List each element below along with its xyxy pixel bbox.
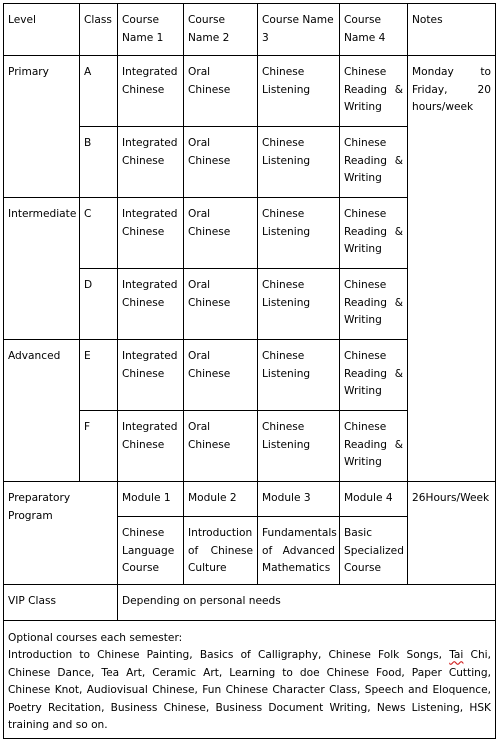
course-2-cell: Oral Chinese: [184, 56, 258, 127]
course-4-cell: Chinese Reading & Writing: [340, 127, 408, 198]
course-2-cell: Oral Chinese: [184, 411, 258, 482]
module-course-cell: Basic Specialized Course: [340, 517, 408, 585]
spellcheck-flagged-word: Tai: [449, 649, 464, 662]
course-3-cell: Chinese Listening: [258, 411, 340, 482]
module-course-cell: Chinese Language Course: [118, 517, 184, 585]
optional-courses-row: [4, 621, 496, 739]
level-primary: Primary: [4, 56, 80, 198]
header-level: Level: [4, 4, 80, 56]
header-notes: Notes: [408, 4, 496, 56]
course-2-cell: Oral Chinese: [184, 127, 258, 198]
course-2-cell: Oral Chinese: [184, 198, 258, 269]
preparatory-label: Preparatory Program: [4, 482, 118, 585]
vip-text: Depending on personal needs: [118, 585, 496, 621]
module-cell: Module 3: [258, 482, 340, 517]
optional-courses-cell: [4, 621, 496, 739]
preparatory-note: 26Hours/Week: [408, 482, 496, 585]
course-schedule: [3, 3, 496, 739]
course-3-cell: Chinese Listening: [258, 56, 340, 127]
course-1-cell: Integrated Chinese: [118, 269, 184, 340]
preparatory-module-row: [4, 482, 496, 517]
class-cell: F: [80, 411, 118, 482]
course-1-cell: Integrated Chinese: [118, 411, 184, 482]
header-course-4: Course Name 4: [340, 4, 408, 56]
course-4-cell: Chinese Reading & Writing: [340, 411, 408, 482]
module-course-cell: Introduction of Chinese Culture: [184, 517, 258, 585]
module-cell: Module 4: [340, 482, 408, 517]
class-cell: E: [80, 340, 118, 411]
module-cell: Module 1: [118, 482, 184, 517]
header-row: [4, 4, 496, 56]
course-3-cell: Chinese Listening: [258, 198, 340, 269]
optional-list-end: Chi, Chinese Dance, Tea Art, Ceramic Art, Learning to doe Chinese Food, Paper Cutting, Chinese Knot, Audiovisual Chinese, Fun Chinese Character Class, Speech and Eloquence, Poetry Recitation, Business Chinese, Business Document Writing, News Listening, HSK training and so on.: [8, 649, 491, 732]
header-course-2: Course Name 2: [184, 4, 258, 56]
class-cell: C: [80, 198, 118, 269]
class-cell: D: [80, 269, 118, 340]
course-1-cell: Integrated Chinese: [118, 340, 184, 411]
course-4-cell: Chinese Reading & Writing: [340, 269, 408, 340]
course-4-cell: Chinese Reading & Writing: [340, 340, 408, 411]
class-row-a: [4, 56, 496, 127]
standard-note: Monday to Friday, 20 hours/week: [408, 56, 496, 482]
vip-label: VIP Class: [4, 585, 118, 621]
optional-heading: Optional courses each semester:: [8, 632, 183, 644]
course-3-cell: Chinese Listening: [258, 340, 340, 411]
course-2-cell: Oral Chinese: [184, 340, 258, 411]
course-2-cell: Oral Chinese: [184, 269, 258, 340]
header-course-3: Course Name 3: [258, 4, 340, 56]
course-4-cell: Chinese Reading & Writing: [340, 198, 408, 269]
header-class: Class: [80, 4, 118, 56]
class-cell: A: [80, 56, 118, 127]
module-course-cell: Fundamentals of Advanced Mathematics: [258, 517, 340, 585]
optional-list-start: Introduction to Chinese Painting, Basics of Calligraphy, Chinese Folk Songs,: [8, 649, 450, 662]
course-1-cell: Integrated Chinese: [118, 198, 184, 269]
module-cell: Module 2: [184, 482, 258, 517]
level-intermediate: Intermediate: [4, 198, 80, 340]
header-course-1: Course Name 1: [118, 4, 184, 56]
level-advanced: Advanced: [4, 340, 80, 482]
class-cell: B: [80, 127, 118, 198]
course-1-cell: Integrated Chinese: [118, 127, 184, 198]
course-3-cell: Chinese Listening: [258, 127, 340, 198]
course-3-cell: Chinese Listening: [258, 269, 340, 340]
course-4-cell: Chinese Reading & Writing: [340, 56, 408, 127]
course-1-cell: Integrated Chinese: [118, 56, 184, 127]
course-table: [3, 3, 496, 739]
vip-row: [4, 585, 496, 621]
